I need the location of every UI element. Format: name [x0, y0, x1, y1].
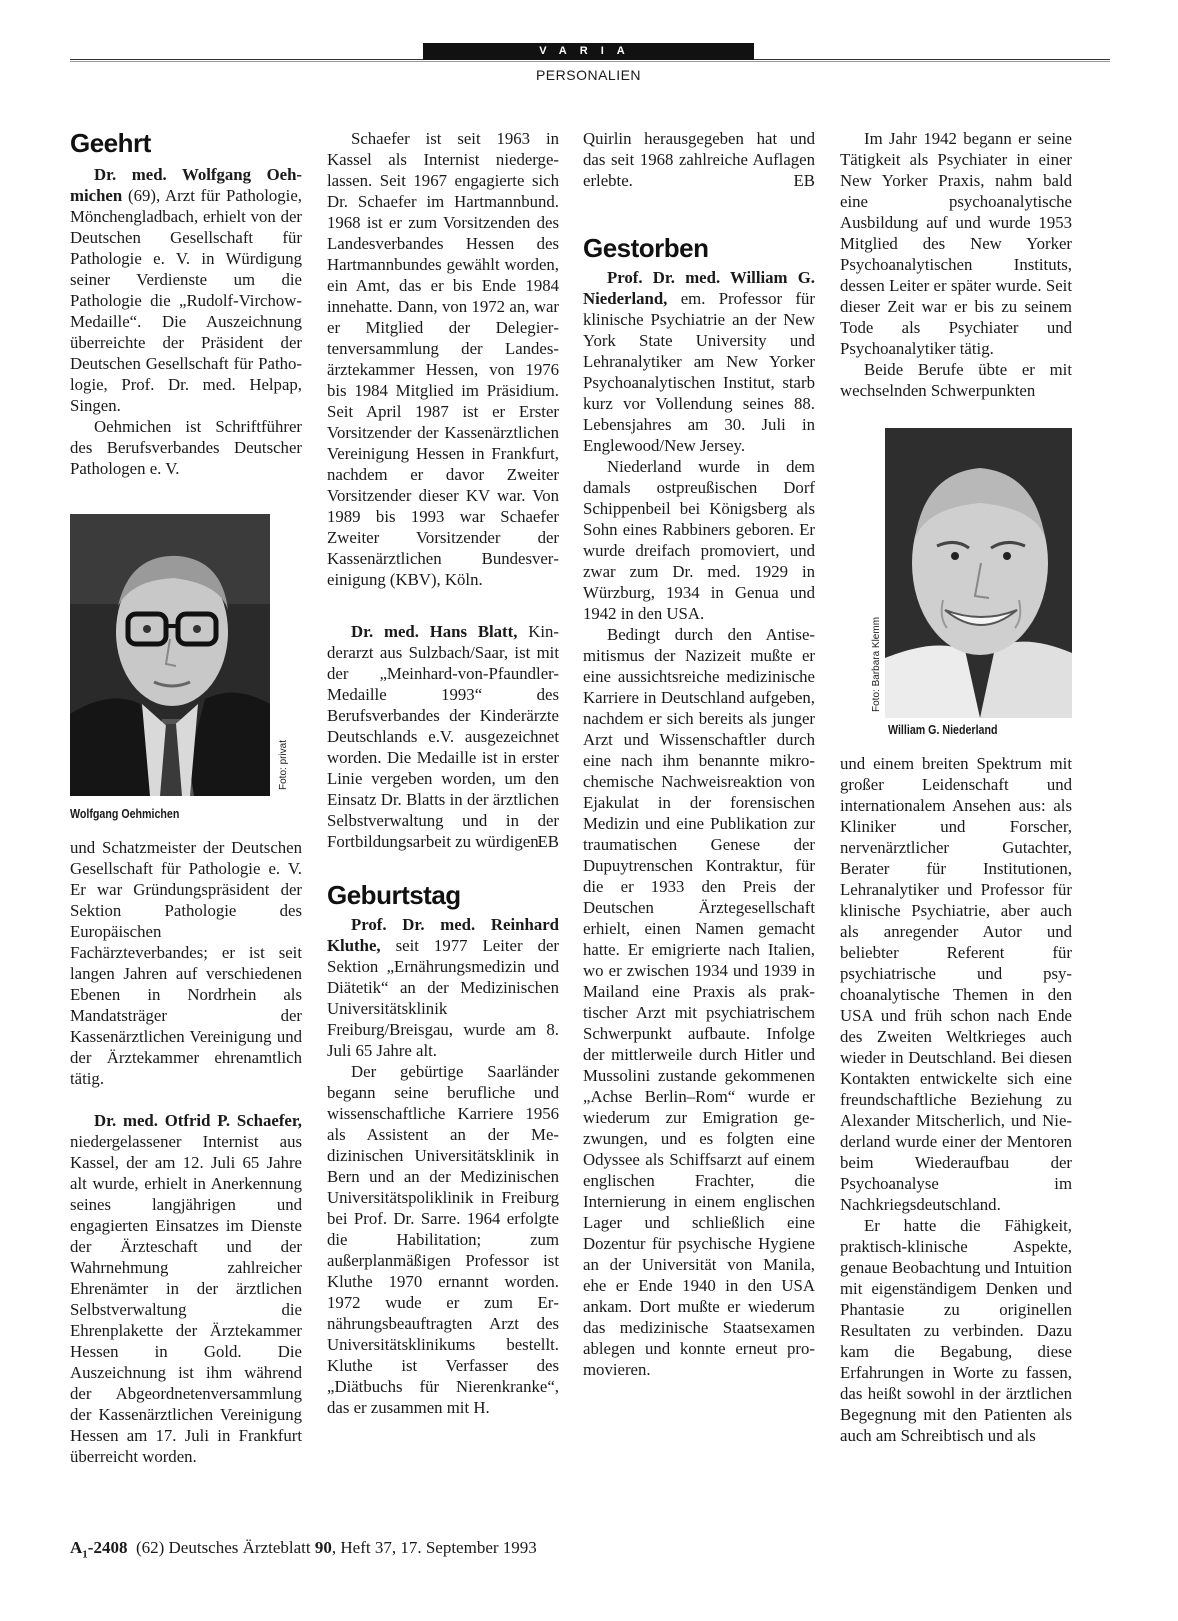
paragraph: Im Jahr 1942 begann er seine Tätigkeit als Psychiater in einer New Yorker Praxis, nahm bald eine psychoanalytische Ausbildung auf und wurde 1953 Mitglied des New Yorker Psychoanalytischen Instituts, dessen Leiter er später wurde. Seit dieser Zeit war er bis zu seinem Tode als Psychiater und Psychoanalytiker tätig. [840, 129, 1072, 358]
author-sign: EB [537, 832, 559, 851]
portrait-niederland [885, 428, 1072, 718]
footer-issue: , Heft 37, 17. September 1993 [331, 1538, 537, 1557]
footer-journal: (62) Deutsches Ärzteblatt [135, 1538, 311, 1557]
paragraph: Quirlin herausgegeben hat und das seit 1968 zahlreiche Auflagen erlebte. [583, 129, 815, 190]
article-blatt: Dr. med. Hans Blatt, Kinderarzt aus Sulzbach/Saar, ist mit der „Meinhard-von-Pfaundler-Medaille 1993“ des Berufsverbandes der Kinderärzte Deutschlands e.V. ausgezeichnet worden. Die Medaille ist in erster Linie vergeben worden, um den Einsatz Dr. Blatts in der ärztlichen Selbstverwaltung und in der Fortbildungsarbeit zu würdigen. [327, 622, 559, 851]
photo-credit-oehmichen: Foto: privat [278, 739, 289, 790]
headline-geehrt: Geehrt [70, 128, 151, 158]
photo-niederland [885, 428, 1072, 718]
name-schaefer: Dr. med. Otfrid P. Schaefer, [94, 1111, 302, 1130]
name-blatt: Dr. med. Hans Blatt, [351, 622, 518, 641]
column-4-bottom [840, 753, 1072, 1446]
name-oehmichen: Dr. med. Wolfgang Oehmichen [70, 165, 302, 205]
paragraph: Schaefer ist seit 1963 in Kassel als Internist niedergelassen. Seit 1967 engagierte sich Dr. Schaefer im Hartmannbund. 1968 ist er zum Vorsitzenden des Landesverbandes Hessen des Hartmannbundes gewählt worden, ein Amt, das er bis Ende 1984 innehatte. Dann, von 1972 an, war er Mitglied der Delegiertenversammlung der Landesärztekammer Hessen, von 1976 bis 1984 Mitglied im Präsidium. Seit April 1987 ist er Erster Vorsitzender der Kassenärztlichen Vereinigung Hessen in Frankfurt, nachdem er davor Zweiter Vorsitzender dieser KV war. Von 1989 bis 1993 war Schaefer Zweiter Vorsitzender der Kassenärztlichen Bundesvereinigung (KBV), Köln. [327, 129, 559, 589]
article-kluthe: Prof. Dr. med. Reinhard Kluthe, seit 1977 Leiter der Sektion „Ernährungsmedizin und Diätetik“ an der Medizinischen Universitätsklinik Freiburg/Breisgau, wurde am 8. Juli 65 Jahre alt. [327, 915, 559, 1060]
article-niederland: Prof. Dr. med. William G. Niederland, em. Professor für klinische Psychiatrie an der New York State University und Lehranalytiker am New Yorker Psychoanalytischen Institut, starb kurz vor Vollendung seines 88. Lebensjahres am 30. Juli in Englewood/New Jersey. [583, 268, 815, 455]
paragraph: Bedingt durch den Antisemitismus der Nazizeit mußte er eine aussichtsreiche medizinische Karriere in Deutschland aufgeben, nachdem er sich bereits als junger Arzt und Wissenschaftler durch eine nach ihm benannte mikrochemische Nachweisreaktion von Ejakulat in der forensischen Medizin und eine Publikation zur traumatischen Genese der Dupuytrenschen Kontraktur, für die er 1933 den Preis der Deutschen Ärztegesellschaft erhielt, einen Namen gemacht hatte. Er emigrierte nach Italien, wo er zwischen 1934 und 1939 in Mailand eine Praxis als praktischer Arzt mit psychiatrischem Schwerpunkt aufbaute. Infolge der mittlerweile durch Hitler und Mussolini zustande gekommenen „Achse Berlin–Rom“ wurde er wiederum zur Emigration gezwungen, und es folgten eine Odyssee als Schiffsarzt auf einem englischen Frachter, die Internierung in einem englischen Lager und schließlich eine Dozentur für psychische Hygiene an der Universität von Manila, ehe er Ende 1940 in den USA ankam. Dort mußte er wiederum das medizinische Staatsexamen ablegen und konnte erneut promovieren. [583, 625, 815, 1379]
photo-credit-niederland: Foto: Barbara Klemm [871, 616, 882, 712]
column-1-top [70, 128, 302, 479]
paragraph: Niederland wurde in dem damals ostpreußischen Dorf Schippenbeil bei Königsberg als Sohn eines Rabbiners geboren. Er wurde dreifach promoviert, und zwar zum Dr. med. 1929 in Würzburg, 1934 in Genua und 1942 in den USA. [583, 457, 815, 623]
paragraph: und einem breiten Spektrum mit großer Leidenschaft und internationalem Ansehen aus: als Kliniker und Forscher, nervenärztlicher Gutachter, Berater für Institutionen, Lehranalytiker und Professor für klinische Psychiatrie, aber auch als anregender Autor und beliebter Referent für psychiatrische und psychoanalytische Themen in den USA und früh schon nach Ende des Zweiten Weltkrieges auch wieder in Deutschland. Bei diesen Kontakten entwickelte sich eine freundschaftliche Beziehung zu Alexander Mitscherlich, und Niederland wurde einer der Mentoren beim Wiederaufbau der Psychoanalyse im Nachkriegsdeutschland. [840, 754, 1072, 1214]
paragraph: Er hatte die Fähigkeit, praktisch-klinische Aspekte, genaue Beobachtung und Intuition mit eigenständigem Denken und Phantasie zu originellen Resultaten zu verbinden. Dazu kam die Begabung, diese Erfahrungen in Worte zu fassen, das heißt sowohl in der ärztlichen Begegnung mit den Patienten als auch am Schreibtisch und als [840, 1216, 1072, 1445]
paragraph: Der gebürtige Saarländer begann seine berufliche und wissenschaftliche Karriere 1956 als Assistent an der Medizinischen Universitätsklinik in Bern und an der Medizinischen Universitätspoliklinik in Freiburg bei Prof. Dr. Sarre. 1964 erfolgte die Habilitation; zum außerplanmäßigen Professor ist Kluthe 1970 ernannt worden. 1972 wude er zum Ernährungsbeauftragten Arzt des Universitätsklinikums bestellt. Kluthe ist Verfasser des „Diätbuchs für Nierenkranke“, das er zusammen mit H. [327, 1062, 559, 1417]
header-rule-thin [70, 61, 1110, 62]
caption-oehmichen: Wolfgang Oehmichen [70, 806, 180, 821]
article-oehmichen: Dr. med. Wolfgang Oehmichen (69), Arzt für Pathologie, Mönchengladbach, erhielt von der Deutschen Gesellschaft für Pathologie e. V. in Würdigung seiner Verdienste um die Pathologie die „Rudolf-Virchow-Medaille“. Die Auszeichnung überreichte der Präsident der Deutschen Gesellschaft für Pathologie, Prof. Dr. med. Helpap, Singen. [70, 165, 302, 415]
paragraph: Beide Berufe übte er mit wechselnden Schwerpunkten [840, 360, 1072, 400]
subsection-label: PERSONALIEN [535, 67, 642, 83]
caption-niederland: William G. Niederland [888, 722, 998, 737]
paragraph: und Schatzmeister der Deutschen Gesellschaft für Pathologie e. V. Er war Gründungspräsident der Sektion Pathologie des Europäischen Fachärzteverbandes; er ist seit langen Jahren auf verschiedenen Ebenen in Nordrhein als Mandatsträger der Kassenärztlichen Vereinigung und der Ärztekammer ehrenamtlich tätig. [70, 838, 302, 1088]
photo-oehmichen [70, 514, 270, 796]
headline-gestorben: Gestorben [583, 233, 709, 263]
section-bar: VARIA [423, 43, 754, 60]
article-schaefer: Dr. med. Otfrid P. Schaefer, niedergelassener Internist aus Kassel, der am 12. Juli 65 Jahre alt wurde, erhielt in Anerkennung seines langjährigen und engagierten Einsatzes im Dienste der Ärzteschaft und der Wahrnehmung zahlreicher Ehrenämter in der ärztlichen Selbstverwaltung die Ehrenplakette der Ärztekammer Hessen in Gold. Die Auszeichnung ist ihm während der Abgeordnetenversammlung der Kassenärztlichen Vereinigung Hessen am 17. Juli in Frankfurt überreicht worden. [70, 1111, 302, 1466]
column-4-top [840, 128, 1072, 401]
name-niederland: Prof. Dr. med. William G. Niederland, [583, 268, 815, 308]
name-kluthe: Prof. Dr. med. Reinhard Kluthe, [327, 915, 559, 955]
footer-volume: 90 [314, 1538, 332, 1557]
column-3 [583, 128, 815, 1380]
headline-geburtstag: Geburtstag [327, 880, 461, 910]
column-2 [327, 128, 559, 1418]
paragraph: Oehmichen ist Schriftführer des Berufsverbandes Deutscher Pathologen e. V. [70, 417, 302, 478]
page-footer [70, 1538, 537, 1560]
portrait-oehmichen [70, 514, 270, 796]
column-1-bottom [70, 837, 302, 1467]
author-sign: EB [793, 171, 815, 190]
page-code: $A_1-2408$ [70, 1538, 128, 1561]
